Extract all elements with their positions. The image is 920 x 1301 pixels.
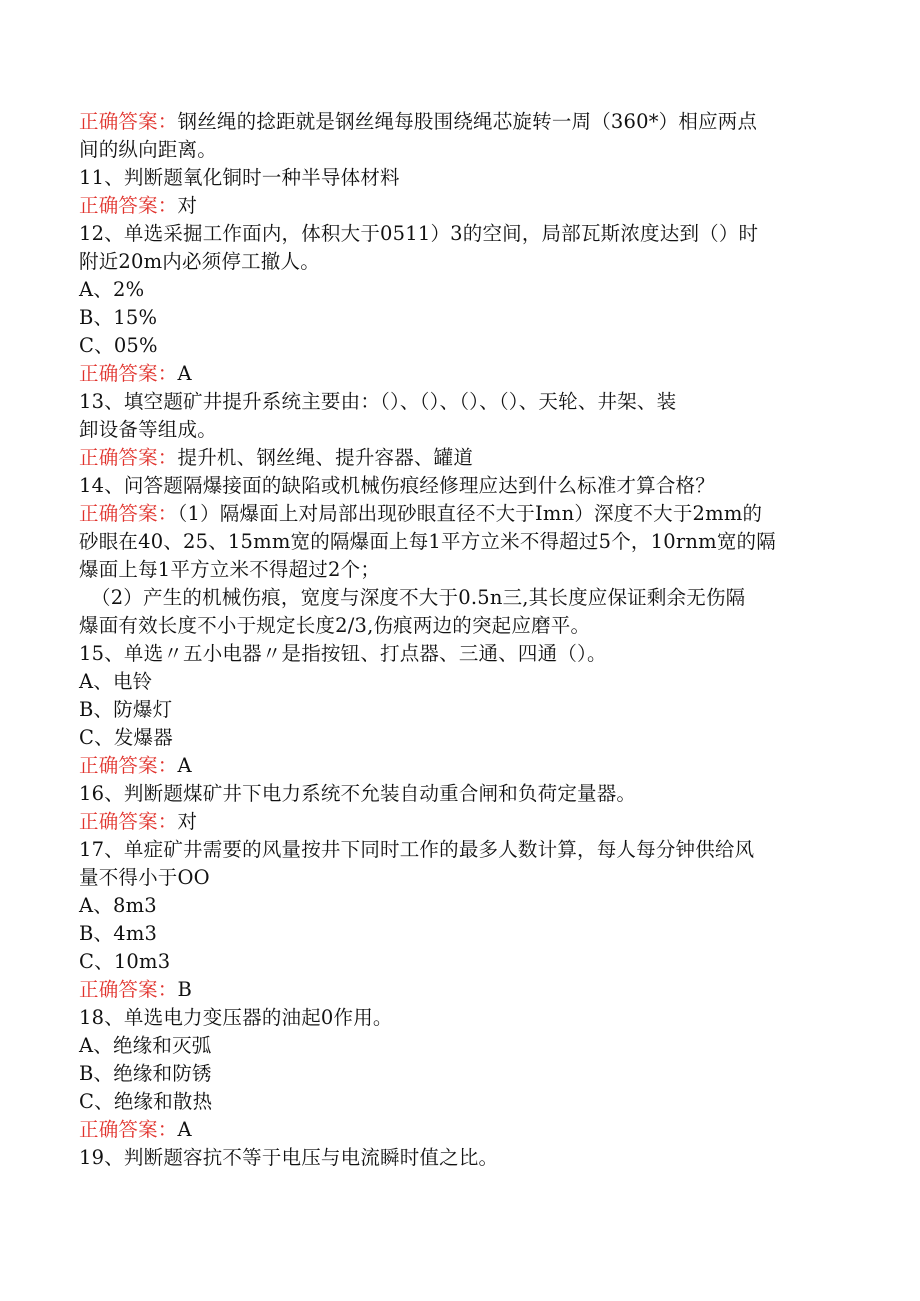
line-text: 爆面有效长度不小于规定长度2/3,伤痕两边的突起应磨平。: [79, 614, 591, 637]
line-text: B、绝缘和防锈: [79, 1062, 212, 1085]
line-text: 17、单症矿井需要的风量按井下同时工作的最多人数计算，每人每分钟供给风: [79, 838, 755, 861]
line-text: A、电铃: [79, 670, 153, 693]
line-text: 12、单选采掘工作面内，体积大于0511）3的空间，局部瓦斯浓度达到（）时: [79, 222, 759, 245]
document-body: [79, 108, 819, 1172]
line-text: 14、问答题隔爆接面的缺陷或机械伤痕经修理应达到什么标准才算合格？: [79, 474, 715, 497]
answer-text: A: [177, 1118, 192, 1141]
line-text: 16、判断题煤矿井下电力系统不允装自动重合闸和负荷定量器。: [79, 782, 637, 805]
text-line: [79, 836, 819, 864]
line-text: C、10m3: [79, 950, 171, 973]
line-text: B、15%: [79, 306, 158, 329]
text-line: [79, 780, 819, 808]
answer-label: 正确答案：: [79, 362, 178, 385]
line-text: B、防爆灯: [79, 698, 173, 721]
answer-line: [79, 444, 819, 472]
text-line: [79, 1144, 819, 1172]
text-line: [79, 136, 819, 164]
answer-text: （1）隔爆面上对局部出现砂眼直径不大于Imn）深度不大于2mm的: [177, 502, 763, 525]
text-line: [79, 248, 819, 276]
text-line: [79, 304, 819, 332]
line-text: 19、判断题容抗不等于电压与电流瞬时值之比。: [79, 1146, 499, 1169]
line-text: 爆面上每1平方立米不得超过2个；: [79, 558, 381, 581]
answer-label: 正确答案：: [79, 810, 178, 833]
text-line: [79, 388, 819, 416]
answer-line: [79, 500, 819, 528]
line-text: 间的纵向距离。: [79, 138, 217, 161]
text-line: [79, 1004, 819, 1032]
text-line: [79, 1088, 819, 1116]
line-text: C、绝缘和散热: [79, 1090, 213, 1113]
text-line: [79, 668, 819, 696]
line-text: A、绝缘和灭弧: [79, 1034, 212, 1057]
text-line: [79, 528, 819, 556]
text-line: [79, 612, 819, 640]
text-line: [79, 640, 819, 668]
text-line: [79, 920, 819, 948]
text-line: [79, 724, 819, 752]
answer-label: 正确答案：: [79, 502, 178, 525]
answer-line: [79, 976, 819, 1004]
answer-label: 正确答案：: [79, 446, 178, 469]
line-text: 砂眼在40、25、15mm宽的隔爆面上每1平方立米不得超过5个，10rnm宽的隔: [79, 530, 776, 553]
text-line: [79, 556, 819, 584]
text-line: [79, 276, 819, 304]
line-text: A、2%: [79, 278, 145, 301]
line-text: （2）产生的机械伤痕，宽度与深度不大于0.5n三,其长度应保证剩余无伤隔: [91, 586, 746, 609]
answer-line: [79, 752, 819, 780]
answer-text: A: [177, 754, 192, 777]
answer-text: 钢丝绳的捻距就是钢丝绳每股围绕绳芯旋转一周（360*）相应两点: [177, 110, 758, 133]
answer-text: 提升机、钢丝绳、提升容器、罐道: [177, 446, 474, 469]
answer-label: 正确答案：: [79, 1118, 178, 1141]
answer-text: 对: [177, 194, 198, 217]
answer-label: 正确答案：: [79, 194, 178, 217]
line-text: 量不得小于OO: [79, 866, 210, 889]
line-text: A、8m3: [79, 894, 157, 917]
text-line: [79, 1060, 819, 1088]
answer-text: A: [177, 362, 192, 385]
text-line: [79, 472, 819, 500]
line-text: 附近20m内必须停工撤人。: [79, 250, 320, 273]
line-text: B、4m3: [79, 922, 158, 945]
answer-line: [79, 808, 819, 836]
text-line: [79, 584, 819, 612]
text-line: [79, 220, 819, 248]
answer-label: 正确答案：: [79, 110, 178, 133]
text-line: [79, 416, 819, 444]
answer-text: 对: [177, 810, 198, 833]
text-line: [79, 1032, 819, 1060]
answer-line: [79, 108, 819, 136]
text-line: [79, 864, 819, 892]
answer-line: [79, 1116, 819, 1144]
answer-label: 正确答案：: [79, 754, 178, 777]
answer-line: [79, 360, 819, 388]
answer-label: 正确答案：: [79, 978, 178, 1001]
text-line: [79, 948, 819, 976]
answer-line: [79, 192, 819, 220]
text-line: [79, 696, 819, 724]
answer-text: B: [177, 978, 193, 1001]
text-line: [79, 332, 819, 360]
line-text: 13、填空题矿井提升系统主要由：（）、（）、（）、（）、天轮、井架、装: [79, 390, 677, 413]
line-text: 15、单选〃五小电器〃是指按钮、打点器、三通、四通（）。: [79, 642, 607, 665]
line-text: 18、单选电力变压器的油起0作用。: [79, 1006, 393, 1029]
text-line: [79, 164, 819, 192]
text-line: [79, 892, 819, 920]
line-text: 11、判断题氧化铜时一种半导体材料: [79, 166, 400, 189]
line-text: C、05%: [79, 334, 158, 357]
line-text: C、发爆器: [79, 726, 173, 749]
line-text: 卸设备等组成。: [79, 418, 217, 441]
